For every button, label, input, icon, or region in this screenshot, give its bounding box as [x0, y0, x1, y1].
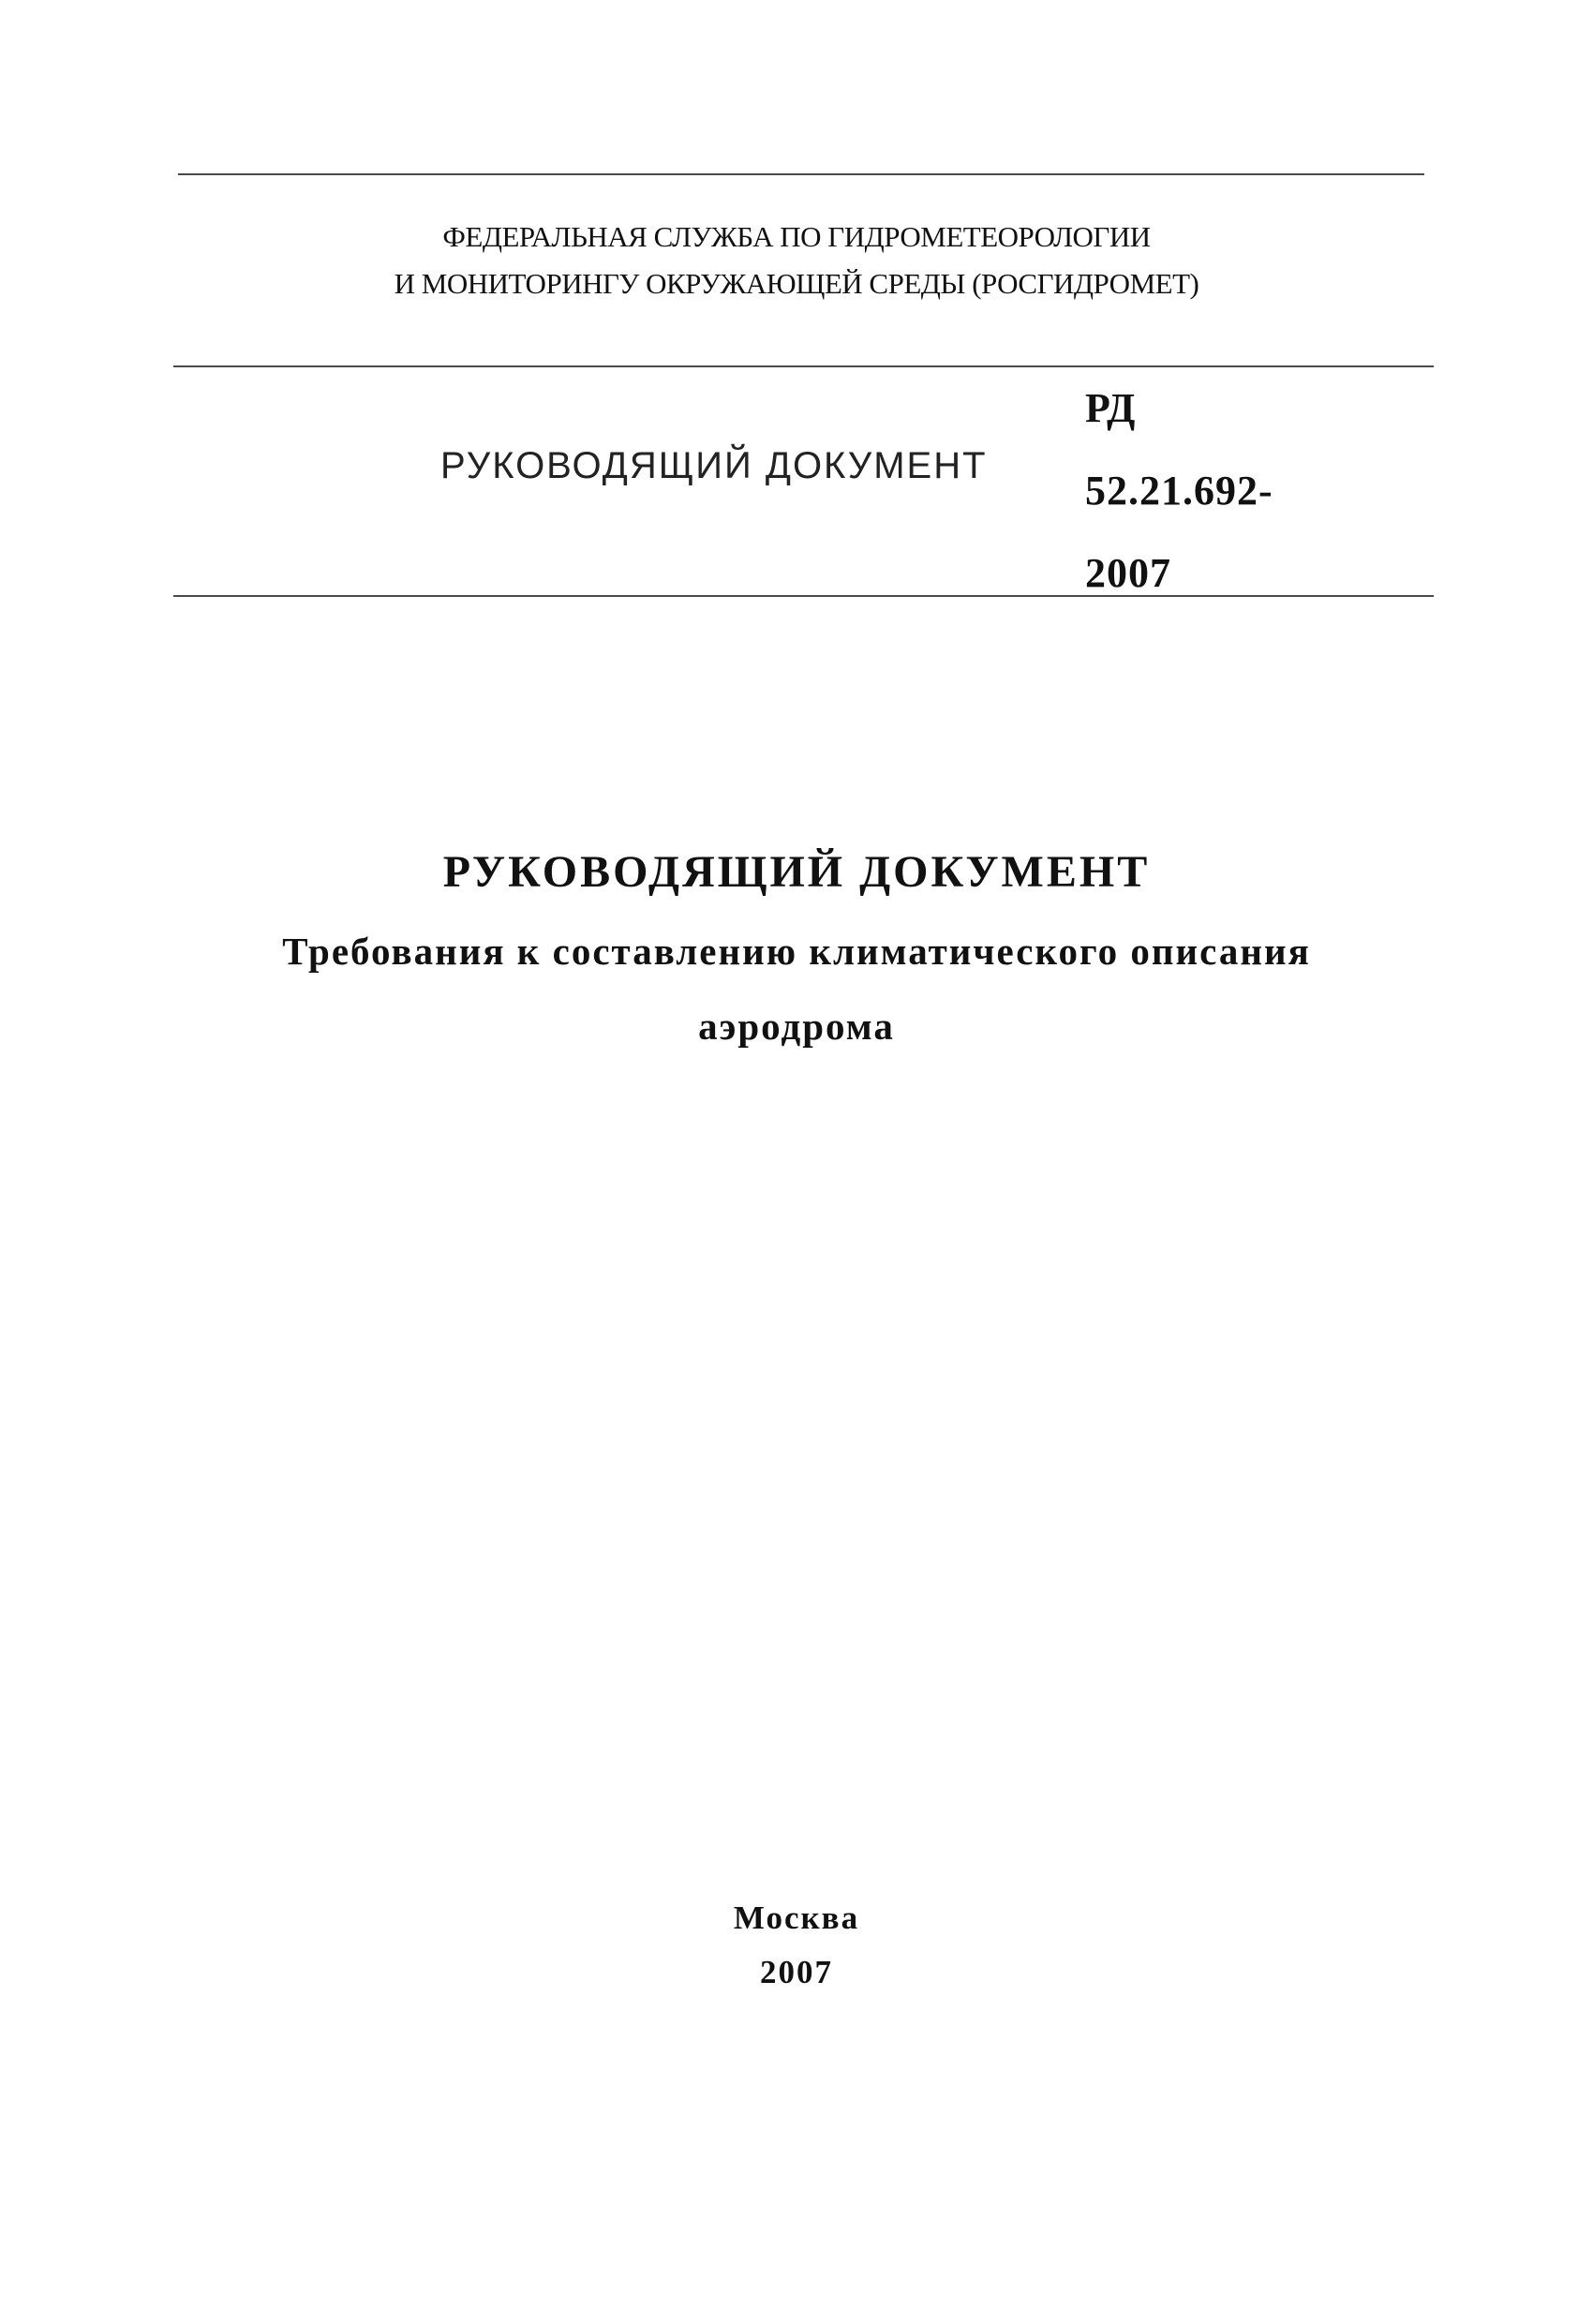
- subtitle-line-2: аэродрома: [698, 1005, 895, 1048]
- document-code-year: 2007: [1085, 550, 1171, 596]
- subtitle-line-1: Требования к составлению климатического описания: [282, 930, 1311, 973]
- imprint-city: Москва: [733, 1899, 860, 1936]
- agency-line-1: ФЕДЕРАЛЬНАЯ СЛУЖБА ПО ГИДРОМЕТЕОРОЛОГИИ: [442, 220, 1151, 253]
- document-type-label: РУКОВОДЯЩИЙ ДОКУМЕНТ: [440, 445, 988, 486]
- top-rule: [178, 173, 1424, 175]
- agency-header: [0, 214, 1593, 307]
- document-code-prefix: РД: [1085, 385, 1137, 431]
- agency-line-2: И МОНИТОРИНГУ ОКРУЖАЮЩЕЙ СРЕДЫ (РОСГИДРОМЕТ): [394, 267, 1199, 300]
- document-code-number: 52.21.692-: [1085, 468, 1273, 514]
- document-title: РУКОВОДЯЩИЙ ДОКУМЕНТ: [442, 847, 1151, 897]
- imprint-year: 2007: [760, 1954, 833, 1990]
- document-code: [1085, 367, 1273, 615]
- document-subtitle: [0, 914, 1593, 1064]
- imprint: [0, 1891, 1593, 2000]
- doc-id-bottom-rule: [173, 595, 1434, 597]
- title-block: [0, 839, 1593, 1064]
